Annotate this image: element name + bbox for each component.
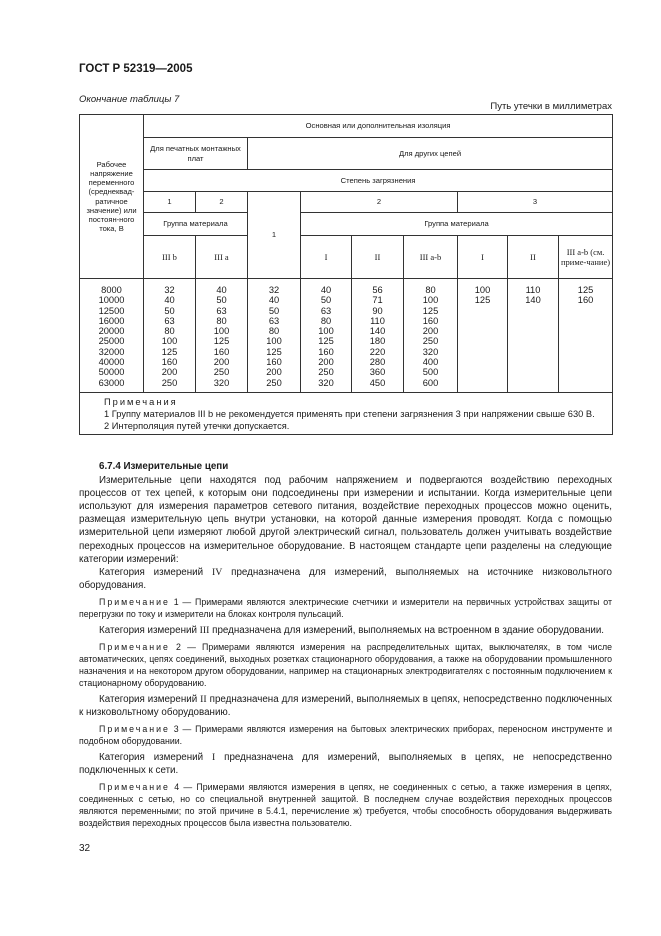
table-cell: 250 bbox=[422, 336, 439, 347]
category-i-paragraph bbox=[79, 751, 612, 777]
pcb-deg1-column bbox=[144, 279, 196, 393]
table-cell: 160 bbox=[161, 357, 178, 368]
table-cell: 32 bbox=[268, 285, 280, 295]
table-cell: 125 bbox=[161, 346, 178, 357]
category-ii-lead: Категория измерений bbox=[99, 694, 201, 706]
table-cell: 200 bbox=[213, 357, 230, 368]
table-cell: 32000 bbox=[98, 346, 125, 357]
other-degree-1: 1 bbox=[248, 192, 301, 279]
other-material-group-header: Группа материала bbox=[301, 213, 613, 236]
category-iii-paragraph bbox=[79, 624, 612, 637]
table-cell: 20000 bbox=[98, 326, 125, 337]
table-cell: 125 bbox=[266, 346, 282, 357]
group-iiiab-deg3: III a-b (см. приме-чание) bbox=[559, 236, 613, 279]
deg3-group-i-column bbox=[458, 279, 508, 393]
pcb-deg2-column bbox=[196, 279, 248, 393]
table-cell: 63 bbox=[320, 305, 332, 316]
insulation-header: Основная или дополнительная изоляция bbox=[144, 115, 613, 138]
table-cell: 200 bbox=[422, 326, 439, 337]
group-ii-deg3: II bbox=[508, 236, 559, 279]
table-cell: 110 bbox=[370, 315, 385, 326]
table-cell: 500 bbox=[422, 367, 439, 378]
table-cell: 320 bbox=[213, 377, 230, 388]
table-cell: 50 bbox=[320, 295, 332, 306]
note-1 bbox=[79, 596, 612, 620]
table-cell: 90 bbox=[372, 305, 383, 316]
category-ii-text: предназначена для измерений, выполняемых в цепях, непосредственно подключенных к низковольтному оборудованию. bbox=[79, 694, 612, 719]
table-cell: 100 bbox=[422, 295, 439, 306]
table-cell: 63 bbox=[216, 305, 227, 316]
note-4-text: 4 — Примерами являются измерения в цепях, не соединенных с сетью, а также измерения в цепях, соединенных с сетью, но со специальной внутренней защитой. В последнем случае воздействия переходных процессов являются переменными; по этой причине в 5.4.1, перечисление ж) требуется, чтобы способность оборудования выдерживать воздействия переходных процессов была известна пользователю. bbox=[79, 782, 612, 829]
table-cell: 140 bbox=[525, 295, 541, 306]
table-cell: 16000 bbox=[98, 315, 125, 326]
table-cell: 63 bbox=[164, 315, 175, 326]
group-ii-deg2: II bbox=[352, 236, 404, 279]
note-4 bbox=[79, 781, 612, 829]
table-cell: 250 bbox=[213, 367, 230, 378]
category-i-numeral: I bbox=[212, 752, 216, 764]
category-iv-text: предназначена для измерений, выполняемых на источнике низковольтного оборудования. bbox=[79, 566, 612, 591]
table-cell: 100 bbox=[213, 326, 230, 337]
table-note-2: 2 Интерполяция путей утечки допускается. bbox=[104, 421, 290, 431]
notes-title: Примечания bbox=[104, 397, 178, 407]
note-3-text: 3 — Примерами являются измерения на бытовых электрических приборах, переносном инструменте и подобном оборудовании. bbox=[79, 724, 612, 747]
table-continuation-label: Окончание таблицы 7 bbox=[79, 94, 180, 105]
note-2-text: 2 — Примерами являются измерения на распределительных щитах, выключателях, в том числе автоматических, цепях соединений, выходных розетках стационарного оборудования, а также на оборудовании промышленного назначения и на некотором другом оборудовании, например на стационарных электродвигателях с постоянным подключением к стационарному оборудованию. bbox=[79, 642, 612, 689]
table-cell: 12500 bbox=[98, 305, 125, 316]
table-cell: 180 bbox=[369, 336, 386, 347]
table-cell: 100 bbox=[474, 285, 491, 295]
other-circuits-header: Для других цепей bbox=[248, 138, 613, 170]
group-iiia: III a bbox=[196, 236, 248, 279]
table-cell: 63 bbox=[268, 315, 280, 326]
deg3-group-ii-column bbox=[508, 279, 559, 393]
table-cell: 160 bbox=[318, 346, 334, 357]
deg2-group-iiiab-column bbox=[404, 279, 458, 393]
table-unit-note: Путь утечки в миллиметрах bbox=[490, 101, 612, 112]
category-iv-numeral: IV bbox=[211, 566, 223, 578]
document-id: ГОСТ Р 52319—2005 bbox=[79, 63, 193, 75]
table-cell: 200 bbox=[161, 367, 178, 378]
pollution-degree-header: Степень загрязнения bbox=[144, 170, 613, 192]
table-cell: 50 bbox=[216, 295, 227, 306]
note-2 bbox=[79, 641, 612, 689]
table-cell: 125 bbox=[577, 285, 594, 295]
page-number: 32 bbox=[79, 843, 91, 854]
category-iv-paragraph bbox=[79, 566, 612, 592]
table-cell: 100 bbox=[161, 336, 178, 347]
table-cell: 125 bbox=[474, 295, 491, 306]
deg3-group-iiiab-column bbox=[559, 279, 613, 393]
table-cell: 280 bbox=[369, 357, 386, 368]
table-cell: 400 bbox=[422, 357, 439, 368]
note-3 bbox=[79, 723, 612, 747]
group-iiib: III b bbox=[144, 236, 196, 279]
table-cell: 80 bbox=[268, 326, 280, 337]
group-iiiab-deg2: III a-b bbox=[404, 236, 458, 279]
table-cell: 220 bbox=[369, 346, 386, 357]
section-heading: 6.7.4 Измерительные цепи bbox=[99, 461, 229, 472]
category-ii-numeral: II bbox=[200, 694, 207, 706]
table-cell: 320 bbox=[422, 346, 439, 357]
category-i-text: предназначена для измерений, выполняемых в цепях, не непосредственно подключенных к сети. bbox=[79, 752, 612, 777]
note-3-title: Примечание bbox=[99, 724, 170, 735]
table-cell: 32 bbox=[164, 285, 175, 295]
table-cell: 125 bbox=[318, 336, 334, 347]
category-iii-numeral: III bbox=[199, 624, 210, 636]
table-cell: 250 bbox=[318, 367, 334, 378]
other-degree-3: 3 bbox=[458, 192, 613, 213]
voltage-column bbox=[80, 279, 144, 393]
table-cell: 50 bbox=[268, 305, 280, 316]
table-cell: 56 bbox=[372, 285, 383, 295]
note-1-text: 1 — Примерами являются электрические счетчики и измерители на первичных устройствах защиты от перегрузки по току и измерители на блоках контроля пульсаций. bbox=[79, 596, 612, 619]
note-2-title: Примечание bbox=[99, 642, 170, 653]
category-i-lead: Категория измерений bbox=[99, 752, 212, 764]
printed-boards-header: Для печатных монтажных плат bbox=[144, 138, 248, 170]
table-cell: 125 bbox=[213, 336, 230, 347]
table-cell: 100 bbox=[318, 326, 334, 337]
group-i-deg2: I bbox=[301, 236, 352, 279]
deg2-group-ii-column bbox=[352, 279, 404, 393]
table-notes bbox=[80, 393, 613, 435]
pcb-degree-2: 2 bbox=[196, 192, 248, 213]
table-cell: 50 bbox=[164, 305, 175, 316]
table-cell: 160 bbox=[266, 357, 282, 368]
table-cell: 80 bbox=[164, 326, 175, 337]
table-cell: 80 bbox=[320, 315, 332, 326]
table-cell: 40 bbox=[216, 285, 227, 295]
note-1-title: Примечание bbox=[99, 596, 170, 607]
creepage-table bbox=[79, 114, 613, 435]
table-cell: 40 bbox=[268, 295, 280, 306]
table-cell: 71 bbox=[372, 295, 383, 306]
table-cell: 40 bbox=[164, 295, 175, 306]
table-cell: 40000 bbox=[98, 357, 125, 368]
table-cell: 10000 bbox=[98, 295, 125, 306]
category-iii-lead: Категория измерений bbox=[99, 624, 200, 636]
table-cell: 25000 bbox=[98, 336, 125, 347]
table-cell: 160 bbox=[213, 346, 230, 357]
pcb-degree-1: 1 bbox=[144, 192, 196, 213]
category-iii-text: предназначена для измерений, выполняемых на встроенном в здание оборудовании. bbox=[209, 624, 605, 636]
table-cell: 250 bbox=[266, 377, 282, 388]
table-cell: 80 bbox=[216, 315, 227, 326]
other-degree-2: 2 bbox=[301, 192, 458, 213]
table-cell: 600 bbox=[422, 377, 439, 388]
section-body bbox=[79, 460, 612, 829]
table-cell: 8000 bbox=[101, 285, 122, 295]
category-iv-lead: Категория измерений bbox=[99, 566, 212, 578]
table-cell: 200 bbox=[266, 367, 282, 378]
voltage-header: Рабочее напряжение переменного (среднеквад-ратичное значение) или постоян-ного тока, В bbox=[80, 115, 144, 279]
pcb-material-group-header: Группа материала bbox=[144, 213, 248, 236]
group-i-deg3: I bbox=[458, 236, 508, 279]
table-cell: 160 bbox=[422, 315, 439, 326]
paragraph-intro: Измерительные цепи находятся под рабочим напряжением и подвергаются воздействию переходных процессов от тех цепей, к которым они подсоединены при измерении и испытании. Когда измерительные цепи используют для измерения параметров сетевого питания, воздействие переходных процессов можно оценить, размещая измерительную цепь внутри установки, на которой данные измерения проводят. Когда с помощью измерительной цепи измеряют любой другой электрический сигнал, пользователь должен учитывать воздействие переходных процессов на измерительное оборудование. В настоящем стандарте цепи разделены на следующие категории измерений: bbox=[79, 475, 612, 565]
table-cell: 140 bbox=[369, 326, 386, 337]
table-cell: 200 bbox=[318, 357, 334, 368]
category-ii-paragraph bbox=[79, 693, 612, 719]
table-cell: 160 bbox=[577, 295, 594, 306]
table-cell: 360 bbox=[369, 367, 386, 378]
table-cell: 100 bbox=[266, 336, 282, 347]
table-cell: 50000 bbox=[98, 367, 125, 378]
table-cell: 250 bbox=[161, 377, 178, 388]
table-cell: 450 bbox=[369, 377, 386, 388]
table-cell: 110 bbox=[525, 285, 541, 295]
table-cell: 80 bbox=[425, 285, 436, 295]
table-cell: 40 bbox=[320, 285, 332, 295]
table-cell: 63000 bbox=[98, 377, 125, 388]
other-deg1-column bbox=[248, 279, 301, 393]
table-cell: 320 bbox=[318, 377, 334, 388]
table-cell: 125 bbox=[422, 305, 439, 316]
note-4-title: Примечание bbox=[99, 782, 170, 793]
deg2-group-i-column bbox=[301, 279, 352, 393]
table-note-1: 1 Группу материалов III b не рекомендуется применять при степени загрязнения 3 при напряжении свыше 630 В. bbox=[104, 409, 595, 419]
